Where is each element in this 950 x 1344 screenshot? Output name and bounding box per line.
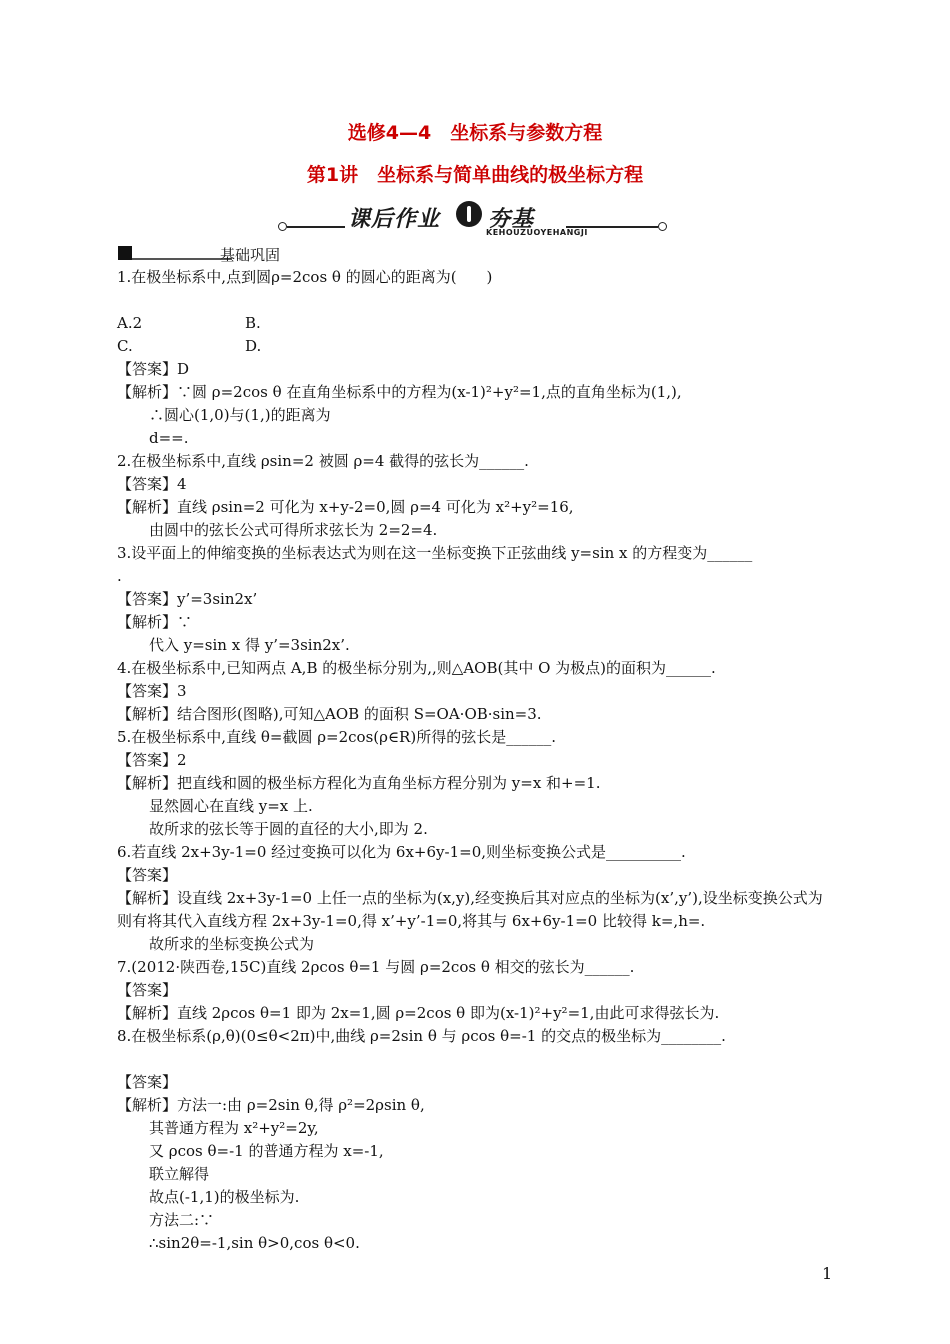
text-line: 【解析】方法一:由 ρ=2sin θ,得 ρ²=2ρsin θ,	[117, 1096, 425, 1114]
page-number: 1	[822, 1264, 833, 1283]
answer-option: C.	[117, 337, 133, 355]
text-line: 由圆中的弦长公式可得所求弦长为 2=2=4.	[149, 521, 438, 539]
text-line: 故所求的坐标变换公式为	[149, 935, 315, 953]
text-line: 【答案】3	[117, 682, 187, 700]
text-line: d==.	[149, 429, 189, 447]
text-line: 【解析】结合图形(图略),可知△AOB 的面积 S=OA·OB·sin=3.	[117, 705, 542, 723]
text-line: .	[117, 567, 122, 585]
text-line: 联立解得	[149, 1165, 210, 1183]
text-line: 方法二:∵	[149, 1211, 215, 1229]
text-line	[117, 312, 837, 335]
section-bar	[132, 258, 232, 260]
homework-banner	[278, 200, 668, 240]
banner-dot-left	[278, 222, 287, 231]
text-line: 【解析】∵	[117, 613, 193, 631]
text-line: 故所求的弦长等于圆的直径的大小,即为 2.	[149, 820, 428, 838]
text-line: 【答案】2	[117, 751, 187, 769]
text-line: 3.设平面上的伸缩变换的坐标表达式为则在这一坐标变换下正弦曲线 y=sin x 的方程变为______	[117, 544, 753, 562]
blank-line	[117, 289, 837, 312]
answer-option: B.	[245, 314, 261, 332]
section-label: 基础巩固	[220, 246, 281, 264]
text-line: 2.在极坐标系中,直线 ρsin=2 被圆 ρ=4 截得的弦长为______.	[117, 452, 529, 470]
text-line: 【解析】直线 2ρcos θ=1 即为 2x=1,圆 ρ=2cos θ 即为(x-1)²+y²=1,由此可求得弦长为.	[117, 1004, 720, 1022]
text-line: 4.在极坐标系中,已知两点 A,B 的极坐标分别为,,则△AOB(其中 O 为极点)的面积为______.	[117, 659, 716, 677]
banner-text-left: 课后作业	[348, 207, 441, 232]
text-line: 代入 y=sin x 得 y’=3sin2x’.	[149, 636, 350, 654]
answer-option: D.	[245, 337, 262, 355]
text-line: 故点(-1,1)的极坐标为.	[149, 1188, 300, 1206]
banner-subtitle: KEHOUZUOYEHANGJI	[486, 228, 588, 237]
blank-line	[117, 1048, 837, 1071]
text-line: 【答案】D	[117, 360, 190, 378]
section-square-icon	[118, 246, 132, 260]
text-line: 8.在极坐标系(ρ,θ)(0≤θ<2π)中,曲线 ρ=2sin θ 与 ρcos θ=-1 的交点的极坐标为________.	[117, 1027, 726, 1045]
text-line: 【答案】4	[117, 475, 187, 493]
exercise-content	[117, 266, 837, 1255]
banner-line-left	[287, 226, 345, 228]
text-line: 【答案】	[117, 866, 178, 884]
text-line: ∴圆心(1,0)与(1,)的距离为	[149, 406, 331, 424]
text-line: 【解析】直线 ρsin=2 可化为 x+y-2=0,圆 ρ=4 可化为 x²+y²=16,	[117, 498, 574, 516]
text-line: 显然圆心在直线 y=x 上.	[149, 797, 313, 815]
banner-line-right	[566, 226, 658, 228]
banner-text-right: 夯基	[488, 207, 535, 232]
text-line: 又 ρcos θ=-1 的普通方程为 x=-1,	[149, 1142, 384, 1160]
text-line: 其普通方程为 x²+y²=2y,	[149, 1119, 319, 1137]
text-line: ∴sin2θ=-1,sin θ>0,cos θ<0.	[149, 1234, 360, 1252]
lecture-title: 第1讲 坐标系与简单曲线的极坐标方程	[306, 164, 644, 186]
text-line	[117, 335, 837, 358]
text-line: 【解析】设直线 2x+3y-1=0 上任一点的坐标为(x,y),经变换后其对应点的坐标为(x’,y’),设坐标变换公式为则有将其代入直线方程 2x+3y-1=0,得 x’+y’-1=0,将其与 6x+6y-1=0 比较得 k=,h=.	[117, 889, 823, 930]
banner-logo-icon	[456, 201, 482, 227]
text-line: 7.(2012·陕西卷,15C)直线 2ρcos θ=1 与圆 ρ=2cos θ 相交的弦长为______.	[117, 958, 635, 976]
answer-option: A.2	[117, 314, 143, 332]
text-line: 【答案】y’=3sin2x’	[117, 590, 258, 608]
text-line: 【解析】∵圆 ρ=2cos θ 在直角坐标系中的方程为(x-1)²+y²=1,点的直角坐标为(1,),	[117, 383, 682, 401]
text-line: 【答案】	[117, 1073, 178, 1091]
text-line: 【解析】把直线和圆的极坐标方程化为直角坐标方程分别为 y=x 和+=1.	[117, 774, 601, 792]
text-line: 6.若直线 2x+3y-1=0 经过变换可以化为 6x+6y-1=0,则坐标变换公式是__________.	[117, 843, 686, 861]
section-title: 选修4—4 坐标系与参数方程	[347, 122, 603, 144]
text-line: 【答案】	[117, 981, 178, 999]
text-line: 5.在极坐标系中,直线 θ=截圆 ρ=2cos(ρ∈R)所得的弦长是______.	[117, 728, 556, 746]
text-line: 1.在极坐标系中,点到圆ρ=2cos θ 的圆心的距离为( )	[117, 268, 493, 286]
banner-dot-right	[658, 222, 667, 231]
